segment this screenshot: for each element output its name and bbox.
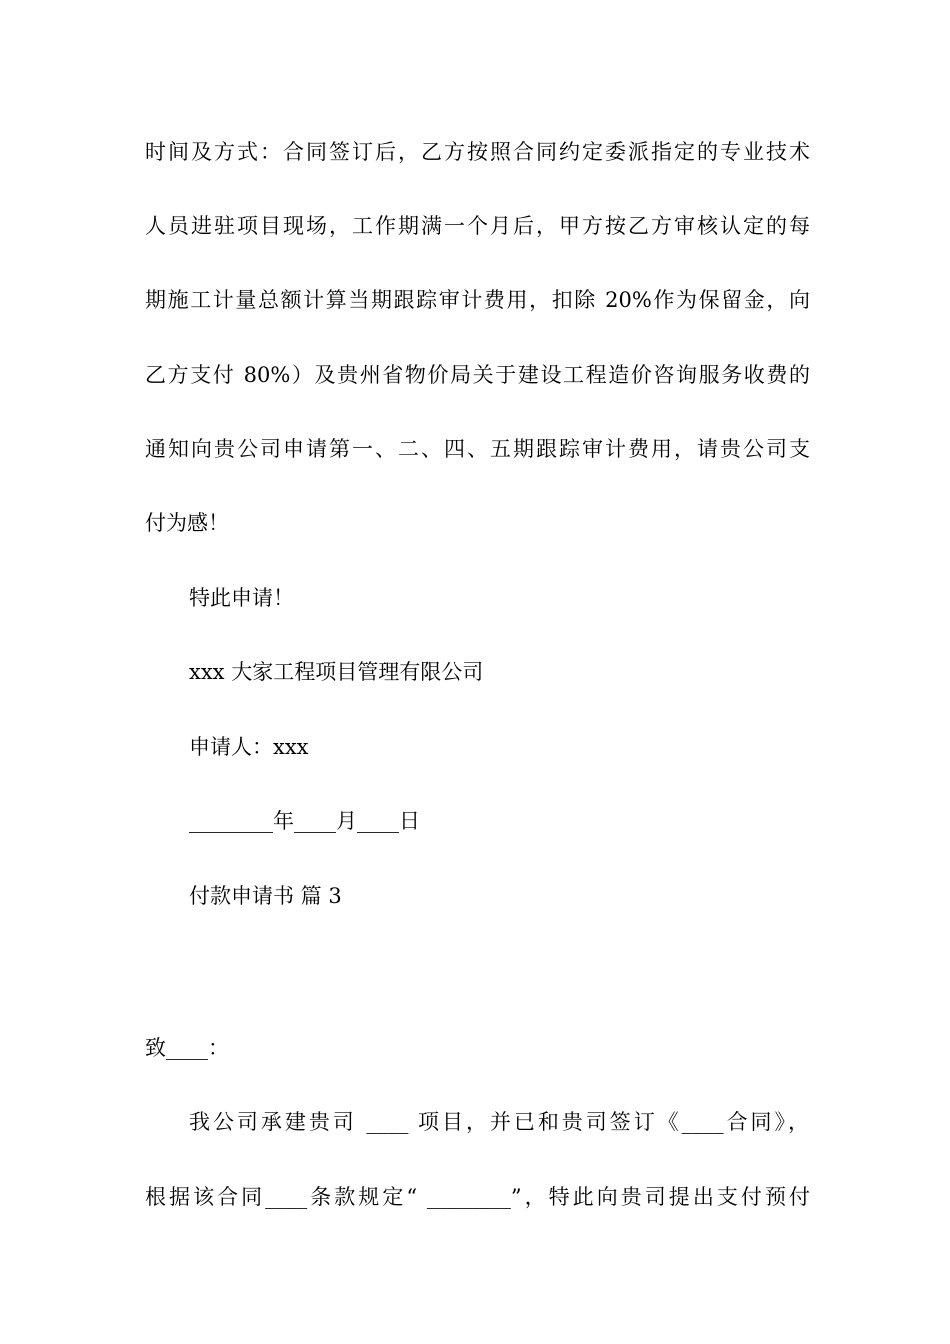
section-title: 付款申请书 篇 3 — [189, 884, 342, 908]
company-name: xxx 大家工程项目管理有限公司 — [189, 660, 484, 684]
date-line: ________年____月____日 — [189, 809, 420, 833]
closing-text: 特此申请！ — [189, 586, 294, 610]
paragraph-line: 时间及方式：合同签订后，乙方按照合同约定委派指定的专业技术 — [145, 140, 810, 164]
paragraph-line: 付为感！ — [145, 511, 229, 535]
paragraph-line: 乙方支付 80%）及贵州省物价局关于建设工程造价咨询服务收费的 — [145, 363, 810, 387]
paragraph-line: 人员进驻项目现场，工作期满一个月后，甲方按乙方审核认定的每 — [145, 214, 810, 238]
salutation: 致____： — [145, 1036, 229, 1060]
paragraph-line: 我公司承建贵司 ____ 项目，并已和贵司签订《____合同》， — [189, 1110, 809, 1134]
paragraph-line: 通知向贵公司申请第一、二、四、五期跟踪审计费用，请贵公司支 — [145, 437, 810, 461]
paragraph-line: 根据该合同____条款规定“ ________”，特此向贵司提出支付预付 — [145, 1185, 810, 1209]
paragraph-line: 期施工计量总额计算当期跟踪审计费用，扣除 20%作为保留金，向 — [145, 288, 810, 312]
applicant-line: 申请人：xxx — [189, 735, 309, 759]
